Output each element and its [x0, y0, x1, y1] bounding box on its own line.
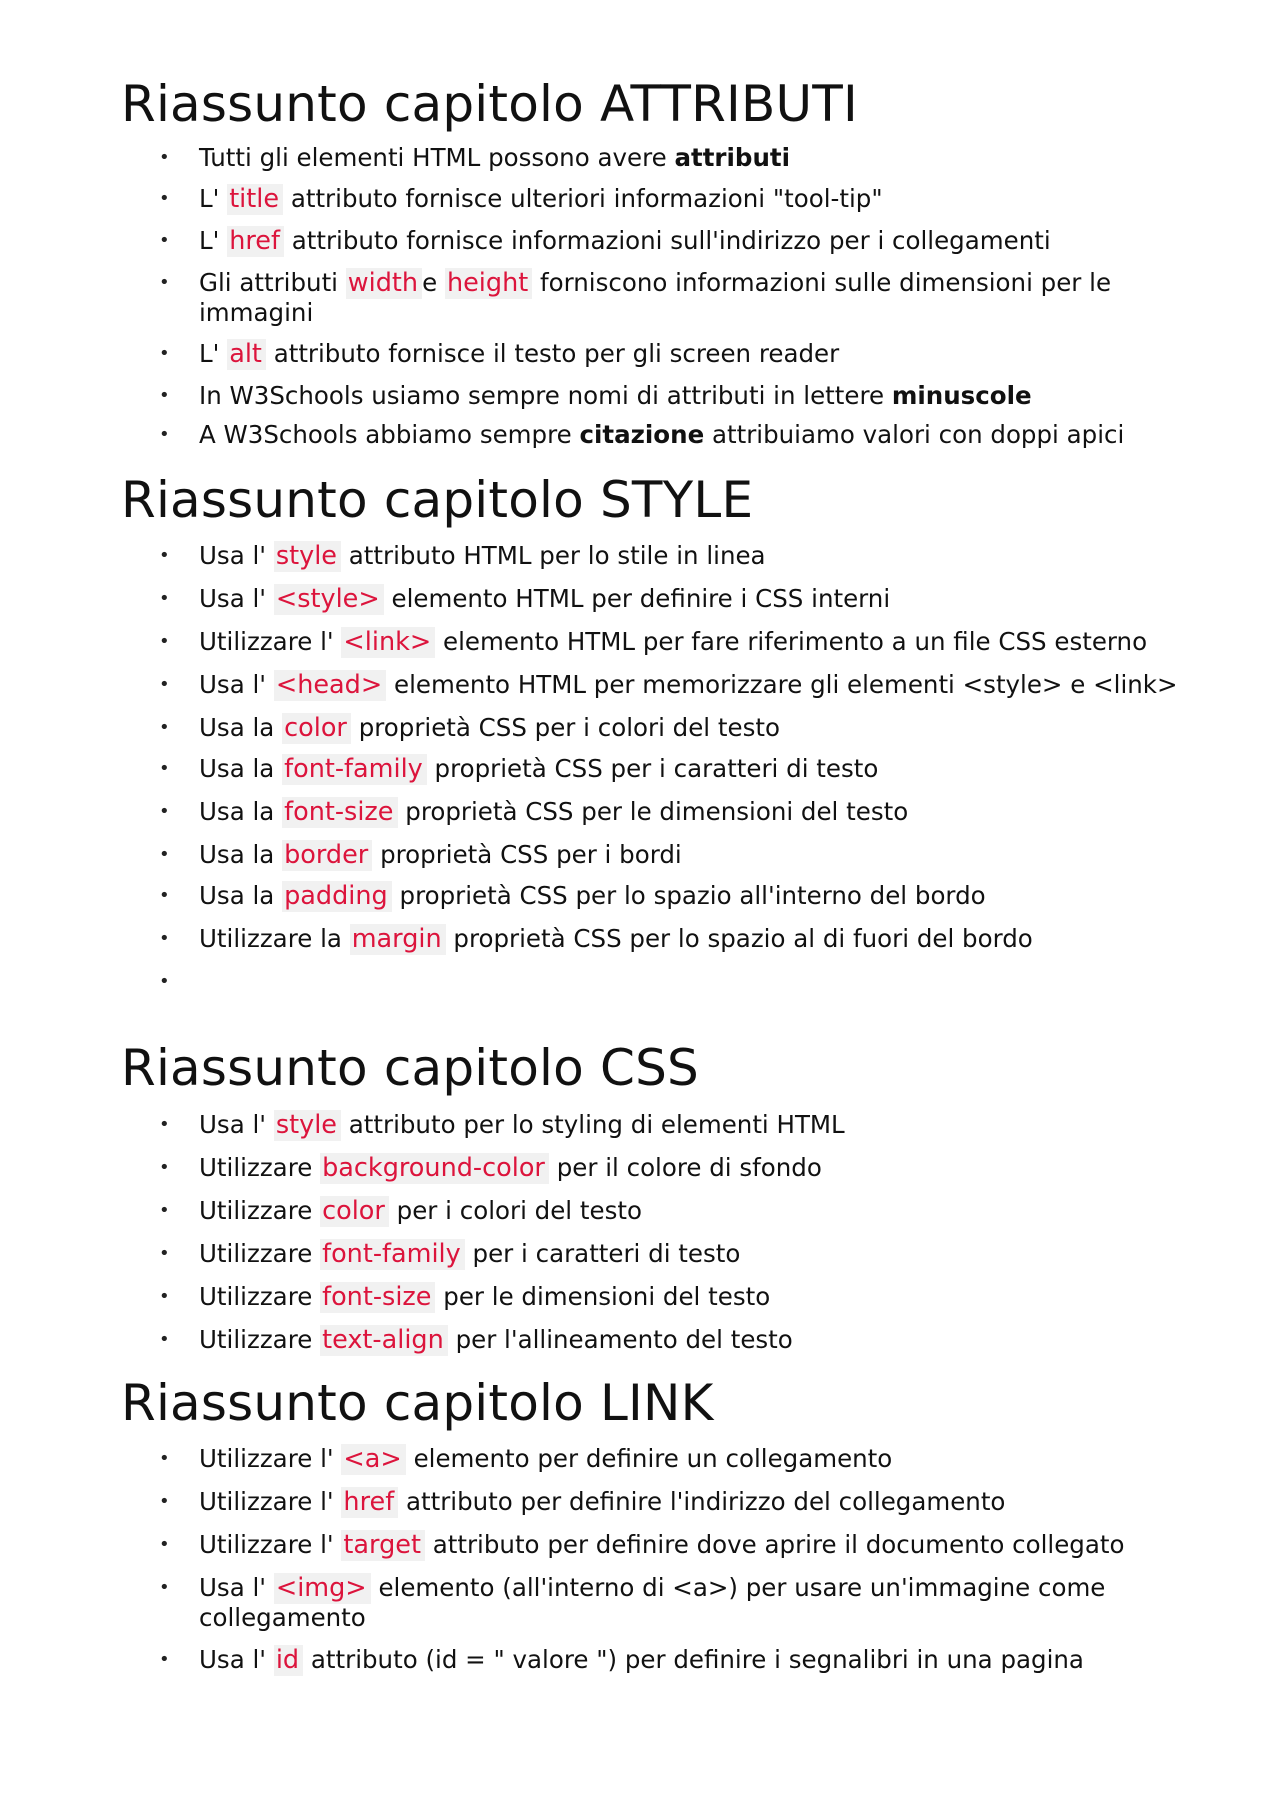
list-item: • Tutti gli elementi HTML possono avere attributi	[121, 143, 1181, 172]
bullet-list	[121, 143, 1181, 449]
list-item: • Usa l' <img> elemento (all'interno di <a>) per usare un'immagine come collegamento	[121, 1573, 1181, 1632]
code-term: margin	[350, 924, 446, 955]
section-link	[121, 1373, 1181, 1688]
code-term: width	[346, 268, 422, 299]
code-term: style	[274, 1110, 341, 1141]
section-title: Riassunto capitolo LINK	[121, 1374, 714, 1432]
code-term: font-family	[320, 1239, 465, 1270]
section-title: Riassunto capitolo STYLE	[121, 471, 754, 529]
list-item: • Usa la padding proprietà CSS per lo spazio all'interno del bordo	[121, 881, 1181, 911]
section-style	[121, 470, 1181, 1009]
list-item: • Usa la font-size proprietà CSS per le dimensioni del testo	[121, 797, 1181, 827]
code-term: href	[341, 1487, 398, 1518]
code-term: color	[320, 1196, 389, 1227]
list-item: • Usa l' id attributo (id = " valore ") per definire i segnalibri in una pagina	[121, 1645, 1181, 1675]
list-item: • Utilizzare text-align per l'allineamento del testo	[121, 1325, 1181, 1355]
list-item: • Gli attributi width e height forniscono informazioni sulle dimensioni per le immagini	[121, 268, 1181, 327]
code-term: font-size	[282, 797, 397, 828]
list-item: • In W3Schools usiamo sempre nomi di attributi in lettere minuscole	[121, 381, 1181, 410]
code-term: <head>	[274, 670, 386, 701]
list-item: • Utilizzare background-color per il colore di sfondo	[121, 1153, 1181, 1183]
list-item-empty	[121, 967, 1181, 996]
list-item: • L' title attributo fornisce ulteriori informazioni "tool-tip"	[121, 184, 1181, 214]
bold-term: attributi	[674, 143, 790, 172]
bold-term: minuscole	[891, 381, 1032, 410]
list-item: • Utilizzare font-size per le dimensioni del testo	[121, 1282, 1181, 1312]
list-item: • Utilizzare l' target attributo per definire dove aprire il documento collegato	[121, 1530, 1181, 1560]
list-item: • Usa l' style attributo HTML per lo stile in linea	[121, 541, 1181, 571]
code-term: border	[282, 840, 372, 871]
list-item: • Utilizzare la margin proprietà CSS per lo spazio al di fuori del bordo	[121, 924, 1181, 954]
section-css	[121, 1038, 1181, 1368]
code-term: font-family	[282, 754, 427, 785]
list-item: • Utilizzare font-family per i caratteri di testo	[121, 1239, 1181, 1269]
section-attributi	[121, 74, 1181, 459]
list-item: • Utilizzare l' href attributo per definire l'indirizzo del collegamento	[121, 1487, 1181, 1517]
code-term: title	[227, 184, 283, 215]
code-term: <img>	[274, 1573, 371, 1604]
code-term: <a>	[341, 1444, 405, 1475]
code-term: <style>	[274, 584, 384, 615]
code-term: background-color	[320, 1153, 549, 1184]
code-term: style	[274, 541, 341, 572]
code-term: height	[445, 268, 532, 299]
code-term: color	[282, 713, 351, 744]
list-item: • Utilizzare color per i colori del testo	[121, 1196, 1181, 1226]
list-item: • Usa la color proprietà CSS per i colori del testo	[121, 713, 1181, 743]
list-item: • Usa l' <style> elemento HTML per definire i CSS interni	[121, 584, 1181, 614]
bold-term: citazione	[579, 420, 705, 449]
list-item: • A W3Schools abbiamo sempre citazione attribuiamo valori con doppi apici	[121, 420, 1181, 449]
code-term: font-size	[320, 1282, 435, 1313]
bullet-list	[121, 541, 1181, 996]
code-term: href	[227, 226, 284, 257]
list-item: • Utilizzare l' <link> elemento HTML per fare riferimento a un file CSS esterno	[121, 627, 1181, 657]
list-item: • L' href attributo fornisce informazioni sull'indirizzo per i collegamenti	[121, 226, 1181, 256]
code-term: id	[274, 1645, 303, 1676]
code-term: <link>	[341, 627, 435, 658]
code-term: alt	[227, 339, 266, 370]
list-item: • Usa l' style attributo per lo styling di elementi HTML	[121, 1110, 1181, 1140]
list-item: • Usa la font-family proprietà CSS per i caratteri di testo	[121, 754, 1181, 784]
section-title: Riassunto capitolo CSS	[121, 1039, 699, 1097]
list-item: • L' alt attributo fornisce il testo per gli screen reader	[121, 339, 1181, 369]
bullet-list	[121, 1444, 1181, 1675]
section-title: Riassunto capitolo ATTRIBUTI	[121, 75, 858, 133]
code-term: text-align	[320, 1325, 448, 1356]
code-term: padding	[282, 881, 392, 912]
code-term: target	[341, 1530, 425, 1561]
list-item: • Usa l' <head> elemento HTML per memorizzare gli elementi <style> e <link>	[121, 670, 1181, 700]
bullet-list	[121, 1110, 1181, 1355]
list-item: • Usa la border proprietà CSS per i bordi	[121, 840, 1181, 870]
list-item: • Utilizzare l' <a> elemento per definire un collegamento	[121, 1444, 1181, 1474]
